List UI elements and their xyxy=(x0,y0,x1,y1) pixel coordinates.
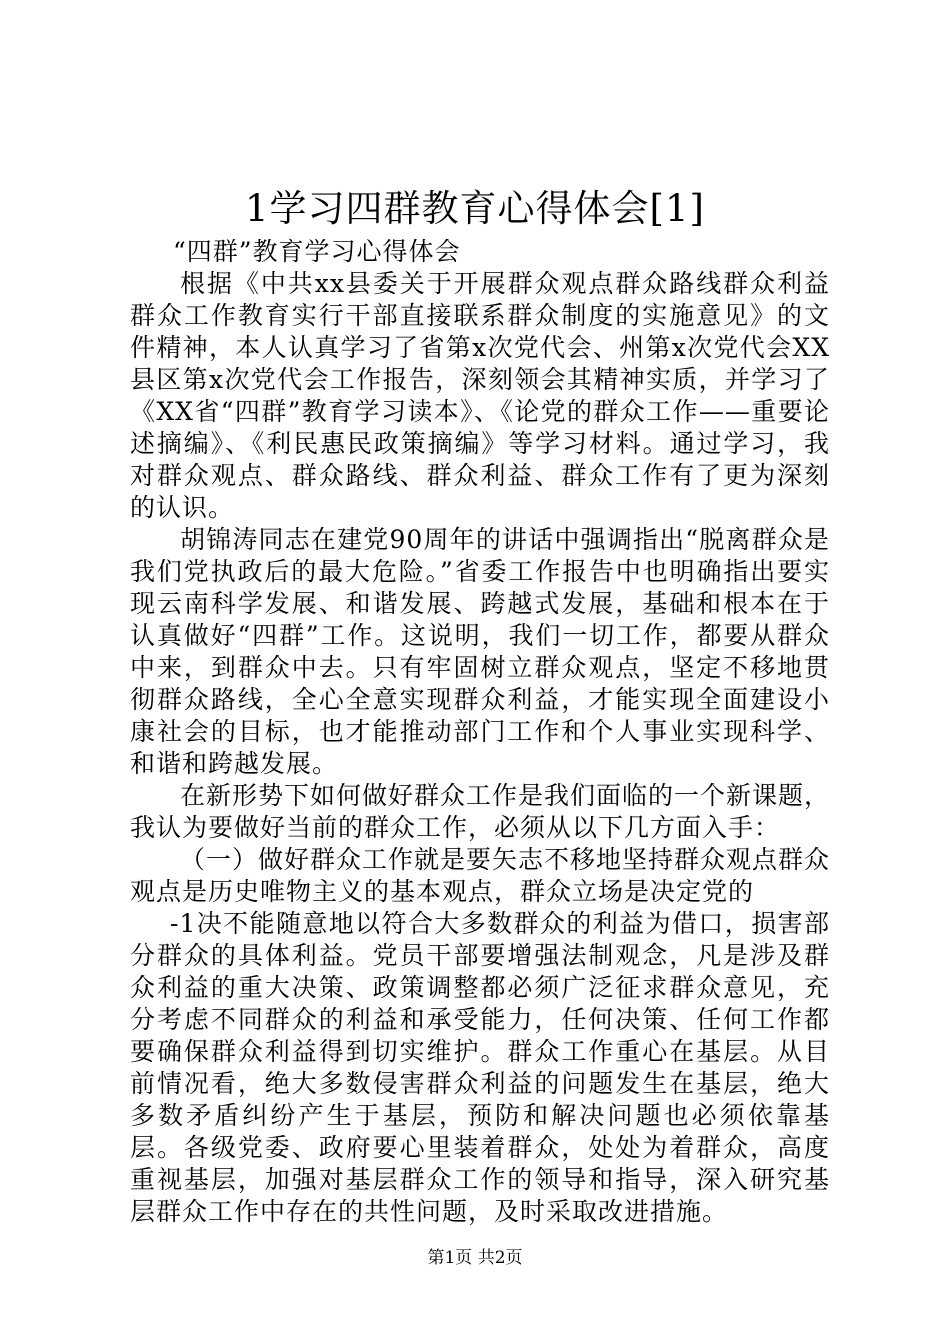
paragraph: （一）做好群众工作就是要矢志不移地坚持群众观点群众观点是历史唯物主义的基本观点，群众立场是决定党的 xyxy=(130,845,831,906)
document-title: 1学习四群教育心得体会[1] xyxy=(245,187,705,230)
paragraph: 胡锦涛同志在建党90周年的讲话中强调指出“脱离群众是我们党执政后的最大危险。”省委工作报告中也明确指出要实现云南科学发展、和谐发展、跨越式发展，基础和根本在于认真做好“四群”工作。这说明，我们一切工作，都要从群众中来，到群众中去。只有牢固树立群众观点，坚定不移地贯彻群众路线，全心全意实现群众利益，才能实现全面建设小康社会的目标，也才能推动部门工作和个人事业实现科学、和谐和跨越发展。 xyxy=(130,525,830,778)
paragraph: 根据《中共xx县委关于开展群众观点群众路线群众利益群众工作教育实行干部直接联系群众制度的实施意见》的文件精神，本人认真学习了省第x次党代会、州第x次党代会XX县区第x次党代会工作报告，深刻领会其精神实质，并学习了《XX省“四群”教育学习读本》、《论党的群众工作——重要论述摘编》、《利民惠民政策摘编》等学习材料。通过学习，我对群众观点、群众路线、群众利益、群众工作有了更为深刻的认识。 xyxy=(130,269,830,522)
page-footer: 第1页 共2页 xyxy=(427,1248,523,1268)
paragraph: -1决不能随意地以符合大多数群众的利益为借口，损害部分群众的具体利益。党员干部要增强法制观念，凡是涉及群众利益的重大决策、政策调整都必须广泛征求群众意见，充分考虑不同群众的利益和承受能力，任何决策、任何工作都要确保群众利益得到切实维护。群众工作重心在基层。从目前情况看，绝大多数侵害群众利益的问题发生在基层，绝大多数矛盾纠纷产生于基层，预防和解决问题也必须依靠基层。各级党委、政府要心里装着群众，处处为着群众，高度重视基层，加强对基层群众工作的领导和指导，深入研究基层群众工作中存在的共性问题，及时采取改进措施。 xyxy=(130,909,830,1226)
document-body xyxy=(130,236,830,1228)
document-subtitle: “四群”教育学习心得体会 xyxy=(173,237,461,266)
paragraph: 在新形势下如何做好群众工作是我们面临的一个新课题，我认为要做好当前的群众工作，必须从以下几方面入手： xyxy=(130,781,831,842)
